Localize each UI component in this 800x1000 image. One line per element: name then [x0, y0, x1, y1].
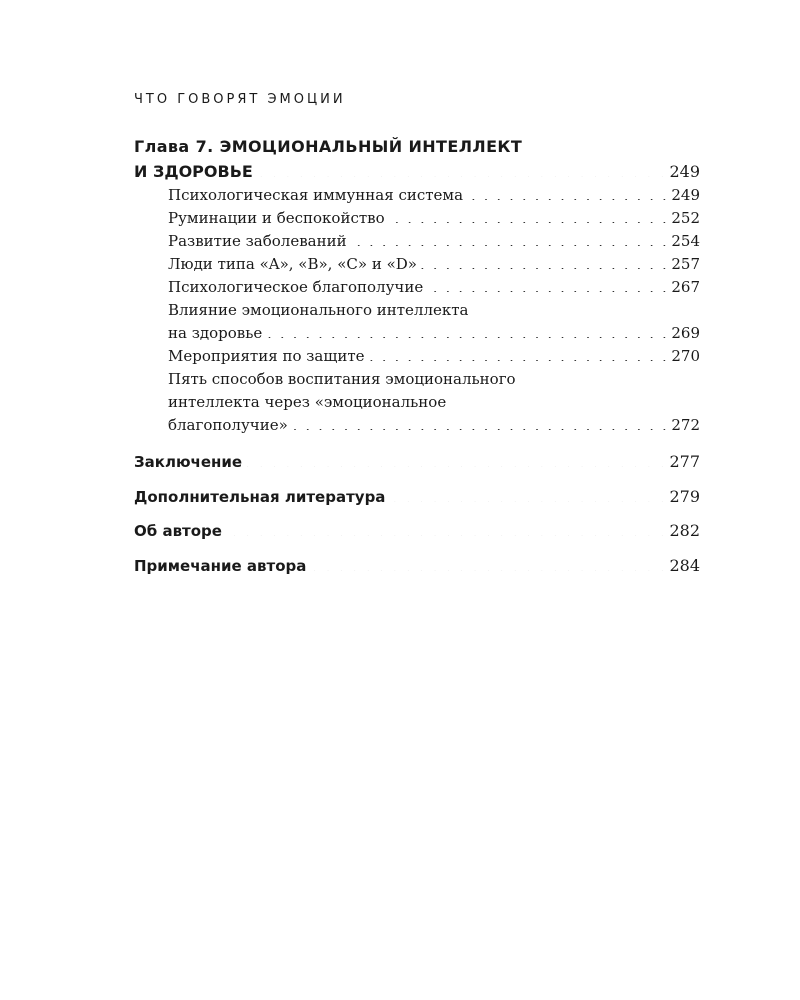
entry-title: Люди типа «A», «B», «C» и «D»	[168, 255, 417, 273]
toc-entry	[168, 207, 700, 230]
chapter-page-number: 249	[669, 162, 700, 181]
leader-dots	[388, 486, 666, 502]
leader-dots	[225, 520, 666, 536]
entry-title: благополучие»	[168, 416, 288, 434]
entry-title-line: Влияние эмоционального интеллекта	[168, 301, 469, 319]
leader-dots	[245, 451, 666, 467]
leader-dots	[265, 323, 668, 338]
toc-entry	[168, 230, 700, 253]
toc-entry	[168, 276, 700, 299]
chapter-title-line-2: И ЗДОРОВЬЕ	[134, 162, 253, 181]
chapter-title-line-1: Глава 7. ЭМОЦИОНАЛЬНЫЙ ИНТЕЛЛЕКТ	[134, 137, 523, 156]
toc-entry	[168, 345, 700, 368]
entry-page-number: 270	[671, 347, 700, 365]
entry-title-line: Пять способов воспитания эмоционального	[168, 370, 516, 388]
leader-dots	[350, 231, 669, 246]
running-head: ЧТО ГОВОРЯТ ЭМОЦИИ	[134, 92, 346, 107]
entry-page-number: 249	[671, 186, 700, 204]
entry-title: Мероприятия по защите	[168, 347, 365, 365]
toc-entry	[168, 368, 700, 437]
entry-title: Заключение	[134, 453, 243, 471]
leader-dots	[291, 415, 669, 430]
leader-dots	[368, 346, 669, 361]
entry-page-number: 279	[669, 486, 700, 506]
entry-page-number: 257	[671, 255, 700, 273]
entry-title: Психологическая иммунная система	[168, 186, 464, 204]
entry-page-number: 272	[671, 416, 700, 434]
entry-title: Развитие заболеваний	[168, 232, 347, 250]
chapter-title-row	[134, 159, 700, 184]
toc-entry-further-reading	[134, 484, 700, 519]
entry-title-line: интеллекта через «эмоциональное	[168, 393, 447, 411]
chapter-heading	[134, 134, 700, 184]
section-list	[168, 184, 700, 437]
leader-dots	[256, 161, 667, 177]
entry-page-number: 277	[669, 452, 700, 471]
entry-page-number: 282	[669, 521, 700, 540]
entry-page-number: 269	[671, 324, 700, 342]
entry-title: Примечание автора	[134, 556, 307, 575]
entry-title: Руминации и беспокойство	[168, 209, 385, 227]
entry-page-number: 252	[671, 209, 700, 227]
entry-page-number: 267	[671, 278, 700, 296]
back-matter-list	[134, 449, 700, 587]
toc-entry	[168, 299, 700, 345]
leader-dots	[426, 277, 668, 292]
entry-title: на здоровье	[168, 324, 263, 342]
entry-page-number: 254	[671, 232, 700, 250]
leader-dots	[466, 185, 668, 200]
entry-page-number: 284	[669, 555, 700, 575]
entry-title: Об авторе	[134, 522, 222, 540]
leader-dots	[420, 254, 668, 269]
entry-title: Психологическое благополучие	[168, 278, 424, 296]
entry-title: Дополнительная литература	[134, 487, 386, 506]
toc-entry	[168, 253, 700, 276]
toc-entry-conclusion	[134, 449, 700, 484]
leader-dots	[388, 208, 669, 223]
toc-entry-author-note	[134, 553, 700, 588]
leader-dots	[309, 555, 666, 571]
toc-entry-about-author	[134, 518, 700, 553]
toc-entry	[168, 184, 700, 207]
